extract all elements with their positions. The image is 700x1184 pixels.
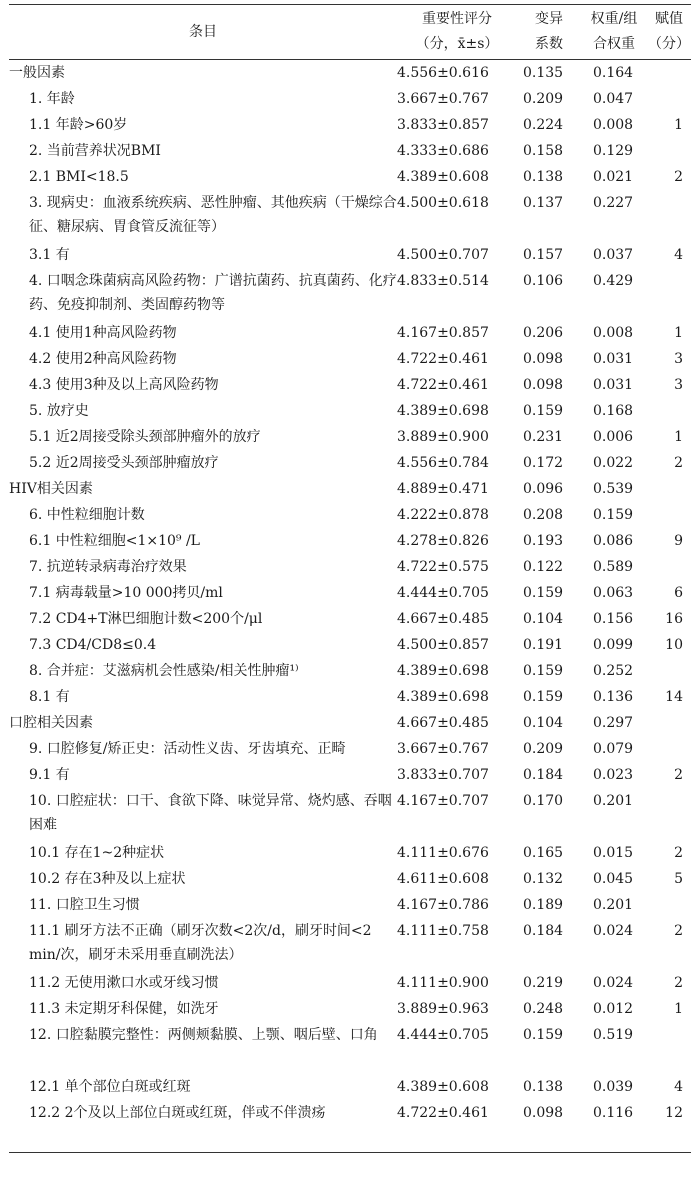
row-score-cell: 4.722±0.461 xyxy=(397,1105,489,1121)
row-value-cell xyxy=(647,398,691,424)
row-weight-cell: 0.589 xyxy=(593,559,634,575)
row-score-cell: 3.667±0.767 xyxy=(397,741,489,757)
row-score-cell: 4.389±0.608 xyxy=(397,1079,489,1095)
table-row xyxy=(9,476,691,502)
row-cv-cell: 0.189 xyxy=(523,897,564,913)
row-weight-cell: 0.047 xyxy=(593,91,634,107)
row-value-cell xyxy=(647,268,691,320)
row-cv-cell: 0.159 xyxy=(523,585,564,601)
row-cv-cell: 0.165 xyxy=(523,845,564,861)
table-row xyxy=(9,346,691,372)
row-weight-cell: 0.227 xyxy=(593,195,634,211)
row-item-cell: 10.1 存在1~2种症状 xyxy=(29,845,165,861)
row-score-cell: 4.444±0.705 xyxy=(397,585,489,601)
header-cv-line1: 变异 xyxy=(535,11,563,27)
row-value-cell xyxy=(647,138,691,164)
row-item-cell: 7.2 CD4+T淋巴细胞计数<200个/μl xyxy=(29,611,263,627)
row-cv-cell: 0.208 xyxy=(523,507,564,523)
row-value-cell: 2 xyxy=(674,845,683,861)
row-cv-cell: 0.193 xyxy=(523,533,564,549)
row-item-cell: 12.1 单个部位白斑或红斑 xyxy=(29,1079,191,1095)
row-cv-cell: 0.138 xyxy=(523,169,564,185)
row-value-cell xyxy=(647,86,691,112)
table-row xyxy=(9,554,691,580)
row-weight-cell: 0.099 xyxy=(593,637,634,653)
row-score-cell: 4.389±0.698 xyxy=(397,689,489,705)
row-item-cell: 2.1 BMI<18.5 xyxy=(29,169,129,185)
row-score-cell: 4.500±0.857 xyxy=(397,637,489,653)
row-weight-cell: 0.008 xyxy=(593,117,634,133)
row-weight-cell: 0.024 xyxy=(593,923,634,939)
row-score-cell: 4.111±0.900 xyxy=(397,975,489,991)
row-score-cell: 4.722±0.461 xyxy=(397,377,489,393)
table-row xyxy=(9,242,691,268)
row-weight-cell: 0.129 xyxy=(593,143,634,159)
row-cv-cell: 0.106 xyxy=(523,273,564,289)
row-weight-cell: 0.045 xyxy=(593,871,634,887)
row-weight-cell: 0.031 xyxy=(593,351,634,367)
row-cv-cell: 0.159 xyxy=(523,663,564,679)
table-row xyxy=(9,580,691,606)
row-score-cell: 4.389±0.608 xyxy=(397,169,489,185)
table-row xyxy=(9,424,691,450)
row-item-cell: 3.1 有 xyxy=(29,247,70,263)
row-value-cell: 4 xyxy=(674,1079,683,1095)
row-cv-cell: 0.219 xyxy=(523,975,564,991)
row-cv-cell: 0.209 xyxy=(523,741,564,757)
table-row xyxy=(9,866,691,892)
row-cv-cell: 0.122 xyxy=(523,559,564,575)
row-cv-cell: 0.137 xyxy=(523,195,564,211)
row-score-cell: 4.500±0.618 xyxy=(397,195,489,211)
row-value-cell: 5 xyxy=(674,871,683,887)
row-score-cell: 4.222±0.878 xyxy=(397,507,489,523)
row-cv-cell: 0.098 xyxy=(523,351,564,367)
row-score-cell: 4.611±0.608 xyxy=(397,871,489,887)
header-weight xyxy=(581,5,647,60)
row-item-cell: 1.1 年龄>60岁 xyxy=(29,117,128,133)
table-row xyxy=(9,1074,691,1100)
row-weight-cell: 0.156 xyxy=(593,611,634,627)
table-row xyxy=(9,736,691,762)
row-score-cell: 4.833±0.514 xyxy=(397,273,489,289)
table-row xyxy=(9,632,691,658)
row-item-cell: 4. 口咽念珠菌病高风险药物：广谱抗菌药、抗真菌药、化疗药、免疫抑制剂、类固醇药物等 xyxy=(29,273,397,313)
row-weight-cell: 0.429 xyxy=(593,273,634,289)
header-score-line1: 重要性评分 xyxy=(422,11,492,27)
row-score-cell: 4.111±0.676 xyxy=(397,845,489,861)
table-row xyxy=(9,658,691,684)
row-weight-cell: 0.024 xyxy=(593,975,634,991)
table-row xyxy=(9,1022,691,1074)
row-item-cell: 12.2 2个及以上部位白斑或红斑，伴或不伴溃疡 xyxy=(29,1105,326,1121)
row-weight-cell: 0.539 xyxy=(593,481,634,497)
row-value-cell: 2 xyxy=(674,975,683,991)
row-weight-cell: 0.037 xyxy=(593,247,634,263)
row-weight-cell: 0.252 xyxy=(593,663,634,679)
row-value-cell: 9 xyxy=(674,533,683,549)
table-row xyxy=(9,450,691,476)
row-score-cell: 4.167±0.786 xyxy=(397,897,489,913)
row-value-cell: 2 xyxy=(674,169,683,185)
indicator-table xyxy=(9,4,691,1153)
row-score-cell: 4.722±0.575 xyxy=(397,559,489,575)
row-cv-cell: 0.104 xyxy=(523,611,564,627)
row-cv-cell: 0.248 xyxy=(523,1001,564,1017)
row-item-cell: 一般因素 xyxy=(9,65,65,81)
table-row xyxy=(9,684,691,710)
row-item-cell: 5. 放疗史 xyxy=(29,403,89,419)
row-weight-cell: 0.063 xyxy=(593,585,634,601)
header-weight-line2: 合权重 xyxy=(593,36,635,52)
row-score-cell: 4.389±0.698 xyxy=(397,663,489,679)
row-score-cell: 4.333±0.686 xyxy=(397,143,489,159)
row-value-cell xyxy=(647,554,691,580)
row-value-cell xyxy=(647,60,691,87)
row-cv-cell: 0.184 xyxy=(523,767,564,783)
row-value-cell xyxy=(647,736,691,762)
row-item-cell: 11.3 未定期牙科保健，如洗牙 xyxy=(29,1001,219,1017)
table-row xyxy=(9,190,691,242)
row-item-cell: 6. 中性粒细胞计数 xyxy=(29,507,145,523)
row-score-cell: 4.111±0.758 xyxy=(397,923,489,939)
table-row xyxy=(9,268,691,320)
row-value-cell xyxy=(647,788,691,840)
row-value-cell: 1 xyxy=(674,325,683,341)
row-value-cell: 1 xyxy=(674,117,683,133)
row-weight-cell: 0.201 xyxy=(593,897,634,913)
row-item-cell: 4.3 使用3种及以上高风险药物 xyxy=(29,377,219,393)
row-weight-cell: 0.116 xyxy=(593,1105,634,1121)
row-weight-cell: 0.031 xyxy=(593,377,634,393)
row-value-cell: 2 xyxy=(674,455,683,471)
table-row xyxy=(9,112,691,138)
row-item-cell: 9.1 有 xyxy=(29,767,70,783)
row-value-cell: 6 xyxy=(674,585,683,601)
row-weight-cell: 0.022 xyxy=(593,455,634,471)
row-weight-cell: 0.136 xyxy=(593,689,634,705)
row-cv-cell: 0.158 xyxy=(523,143,564,159)
table-row xyxy=(9,320,691,346)
row-item-cell: 11.2 无使用漱口水或牙线习惯 xyxy=(29,975,219,991)
row-cv-cell: 0.098 xyxy=(523,1105,564,1121)
row-item-cell: 8. 合并症：艾滋病机会性感染/相关性肿瘤¹⁾ xyxy=(29,663,299,679)
row-value-cell: 2 xyxy=(674,923,683,939)
row-item-cell: 8.1 有 xyxy=(29,689,70,705)
row-cv-cell: 0.172 xyxy=(523,455,564,471)
header-cv xyxy=(517,5,581,60)
row-value-cell: 1 xyxy=(674,429,683,445)
row-value-cell: 2 xyxy=(674,767,683,783)
table-row xyxy=(9,398,691,424)
header-item xyxy=(9,5,397,60)
row-cv-cell: 0.231 xyxy=(523,429,564,445)
row-weight-cell: 0.021 xyxy=(593,169,634,185)
row-value-cell xyxy=(647,476,691,502)
row-score-cell: 4.278±0.826 xyxy=(397,533,489,549)
row-score-cell: 4.167±0.857 xyxy=(397,325,489,341)
row-cv-cell: 0.096 xyxy=(523,481,564,497)
row-weight-cell: 0.008 xyxy=(593,325,634,341)
row-score-cell: 4.722±0.461 xyxy=(397,351,489,367)
row-item-cell: 6.1 中性粒细胞<1×10⁹ /L xyxy=(29,533,200,549)
row-weight-cell: 0.297 xyxy=(593,715,634,731)
row-value-cell: 3 xyxy=(674,377,683,393)
row-score-cell: 3.833±0.707 xyxy=(397,767,489,783)
row-weight-cell: 0.159 xyxy=(593,507,634,523)
row-item-cell: 2. 当前营养状况BMI xyxy=(29,143,161,159)
row-cv-cell: 0.184 xyxy=(523,923,564,939)
row-value-cell: 1 xyxy=(674,1001,683,1017)
header-value-line2: （分） xyxy=(648,36,690,52)
table-row xyxy=(9,840,691,866)
row-item-cell: 4.1 使用1种高风险药物 xyxy=(29,325,177,341)
row-value-cell xyxy=(647,502,691,528)
header-weight-line1: 权重/组 xyxy=(590,11,638,27)
row-value-cell: 16 xyxy=(665,611,683,627)
table-row xyxy=(9,918,691,970)
row-weight-cell: 0.168 xyxy=(593,403,634,419)
row-item-cell: 10. 口腔症状：口干、食欲下降、味觉异常、烧灼感、吞咽困难 xyxy=(29,793,392,833)
table-row xyxy=(9,970,691,996)
row-value-cell: 10 xyxy=(665,637,683,653)
row-weight-cell: 0.201 xyxy=(593,793,634,809)
row-item-cell: 4.2 使用2种高风险药物 xyxy=(29,351,177,367)
row-cv-cell: 0.170 xyxy=(523,793,564,809)
header-row xyxy=(9,5,691,60)
row-score-cell: 4.444±0.705 xyxy=(397,1027,489,1043)
row-item-cell: 12. 口腔黏膜完整性：两侧颊黏膜、上颚、咽后壁、口角 xyxy=(29,1027,378,1043)
row-item-cell: 5.1 近2周接受除头颈部肿瘤外的放疗 xyxy=(29,429,261,445)
row-value-cell: 14 xyxy=(665,689,683,705)
row-score-cell: 4.167±0.707 xyxy=(397,793,489,809)
table-header xyxy=(9,5,691,60)
row-cv-cell: 0.224 xyxy=(523,117,564,133)
table-row xyxy=(9,762,691,788)
table-row xyxy=(9,138,691,164)
row-score-cell: 3.833±0.857 xyxy=(397,117,489,133)
table-row xyxy=(9,164,691,190)
table-row xyxy=(9,528,691,554)
row-item-cell: 10.2 存在3种及以上症状 xyxy=(29,871,186,887)
row-weight-cell: 0.012 xyxy=(593,1001,634,1017)
row-item-cell: 11.1 刷牙方法不正确（刷牙次数<2次/d，刷牙时间<2 min/次，刷牙未采用垂直刷洗法） xyxy=(29,923,372,963)
header-value-line1: 赋值 xyxy=(655,11,683,27)
row-score-cell: 4.500±0.707 xyxy=(397,247,489,263)
table-row xyxy=(9,606,691,632)
row-score-cell: 4.556±0.784 xyxy=(397,455,489,471)
header-item-label: 条目 xyxy=(189,23,217,40)
row-cv-cell: 0.104 xyxy=(523,715,564,731)
row-weight-cell: 0.164 xyxy=(593,65,634,81)
table-row xyxy=(9,996,691,1022)
row-weight-cell: 0.039 xyxy=(593,1079,634,1095)
row-score-cell: 3.889±0.900 xyxy=(397,429,489,445)
row-weight-cell: 0.519 xyxy=(593,1027,634,1043)
row-item-cell: HIV相关因素 xyxy=(9,481,93,497)
table-row xyxy=(9,86,691,112)
row-item-cell: 11. 口腔卫生习惯 xyxy=(29,897,140,913)
table-row xyxy=(9,788,691,840)
table-row xyxy=(9,502,691,528)
row-value-cell xyxy=(647,710,691,736)
row-cv-cell: 0.209 xyxy=(523,91,564,107)
row-cv-cell: 0.159 xyxy=(523,689,564,705)
row-cv-cell: 0.159 xyxy=(523,403,564,419)
row-value-cell xyxy=(647,658,691,684)
row-value-cell xyxy=(647,1022,691,1074)
table-body xyxy=(9,60,691,1153)
row-item-cell: 7.1 病毒载量>10 000拷贝/ml xyxy=(29,585,223,601)
row-weight-cell: 0.006 xyxy=(593,429,634,445)
row-value-cell xyxy=(647,892,691,918)
row-item-cell: 3. 现病史：血液系统疾病、恶性肿瘤、其他疾病（干燥综合征、糖尿病、胃食管反流征等） xyxy=(29,195,397,235)
row-cv-cell: 0.135 xyxy=(523,65,564,81)
row-score-cell: 4.667±0.485 xyxy=(397,715,489,731)
row-score-cell: 4.889±0.471 xyxy=(397,481,489,497)
table-row xyxy=(9,372,691,398)
row-value-cell: 3 xyxy=(674,351,683,367)
row-item-cell: 口腔相关因素 xyxy=(9,715,93,731)
table-row xyxy=(9,60,691,87)
row-item-cell: 1. 年龄 xyxy=(29,91,75,107)
row-score-cell: 4.667±0.485 xyxy=(397,611,489,627)
row-score-cell: 3.667±0.767 xyxy=(397,91,489,107)
row-cv-cell: 0.098 xyxy=(523,377,564,393)
row-weight-cell: 0.086 xyxy=(593,533,634,549)
row-cv-cell: 0.191 xyxy=(523,637,564,653)
row-value-cell xyxy=(647,190,691,242)
table-row xyxy=(9,1100,691,1153)
header-cv-line2: 系数 xyxy=(535,36,563,52)
row-cv-cell: 0.132 xyxy=(523,871,564,887)
table-row xyxy=(9,892,691,918)
row-weight-cell: 0.023 xyxy=(593,767,634,783)
row-cv-cell: 0.157 xyxy=(523,247,564,263)
table-row xyxy=(9,710,691,736)
row-item-cell: 5.2 近2周接受头颈部肿瘤放疗 xyxy=(29,455,219,471)
row-value-cell: 4 xyxy=(674,247,683,263)
row-item-cell: 7.3 CD4/CD8≤0.4 xyxy=(29,637,157,653)
row-score-cell: 3.889±0.963 xyxy=(397,1001,489,1017)
row-score-cell: 4.556±0.616 xyxy=(397,65,489,81)
row-cv-cell: 0.138 xyxy=(523,1079,564,1095)
row-value-cell: 12 xyxy=(665,1105,683,1121)
header-value xyxy=(647,5,691,60)
header-score-line2: （分，x̄±s） xyxy=(415,36,499,52)
row-weight-cell: 0.079 xyxy=(593,741,634,757)
header-score xyxy=(397,5,517,60)
row-weight-cell: 0.015 xyxy=(593,845,634,861)
row-cv-cell: 0.159 xyxy=(523,1027,564,1043)
row-score-cell: 4.389±0.698 xyxy=(397,403,489,419)
row-cv-cell: 0.206 xyxy=(523,325,564,341)
row-item-cell: 9. 口腔修复/矫正史：活动性义齿、牙齿填充、正畸 xyxy=(29,741,346,757)
row-item-cell: 7. 抗逆转录病毒治疗效果 xyxy=(29,559,187,575)
